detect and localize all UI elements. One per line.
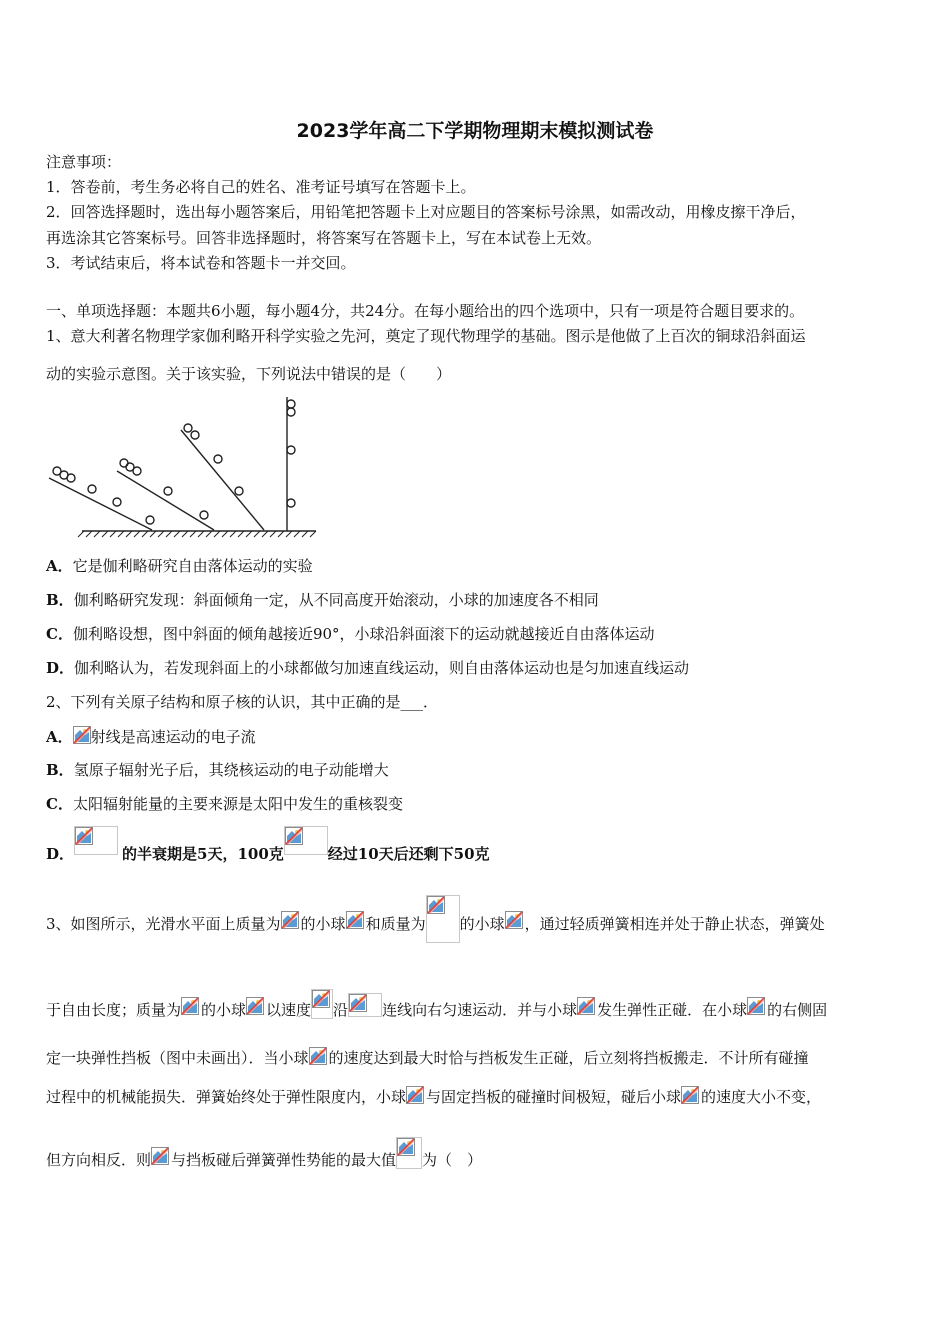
text: 为（ ） — [422, 1151, 483, 1169]
option-text: 它是伽利略研究自由落体运动的实验 — [72, 557, 313, 575]
broken-image-icon — [406, 1086, 426, 1106]
broken-image-icon — [346, 911, 366, 931]
q2-option-b[interactable] — [46, 760, 389, 780]
text: 但方向相反．则 — [46, 1151, 152, 1169]
option-label: A． — [46, 728, 73, 746]
broken-image-icon — [284, 826, 328, 855]
text: 的速度大小不变， — [701, 1088, 822, 1106]
text: 过程中的机械能损失．弹簧始终处于弹性限度内，小球 — [46, 1088, 407, 1106]
notice-item-3: 3．考试结束后，将本试卷和答题卡一并交回。 — [46, 254, 356, 272]
option-label: D． — [46, 659, 75, 677]
broken-image-icon — [151, 1147, 171, 1167]
broken-image-icon — [426, 895, 460, 943]
option-text: 的半衰期是5天，100克 — [122, 845, 284, 863]
q2-stem: 2、下列有关原子结构和原子核的认识，其中正确的是___． — [46, 693, 439, 711]
text: 定一块弹性挡板（图中未画出）．当小球 — [46, 1049, 309, 1067]
text: 与挡板碰后弹簧弹性势能的最大值 — [171, 1151, 397, 1169]
option-text: 太阳辐射能量的主要来源是太阳中发生的重核裂变 — [72, 795, 403, 813]
text: 的速度达到最大时恰与挡板发生正碰，后立刻将挡板搬走．不计所有碰撞 — [328, 1049, 809, 1067]
text: 以速度 — [266, 1001, 312, 1019]
q2-option-c[interactable] — [46, 794, 403, 814]
q3-line3 — [46, 1047, 809, 1068]
text: 连线向右匀速运动．并与小球 — [382, 1001, 578, 1019]
notice-item-2b: 再选涂其它答案标号。回答非选择题时，将答案写在答题卡上，写在本试卷上无效。 — [46, 229, 602, 247]
broken-image-icon — [74, 826, 118, 855]
text: 发生弹性正碰．在小球 — [597, 1001, 748, 1019]
q1-stem-line1: 1、意大利著名物理学家伽利略开科学实验之先河，奠定了现代物理学的基础。图示是他做了上百次的铜球沿斜面运 — [46, 327, 806, 345]
option-label: B． — [46, 591, 74, 609]
notice-item-1: 1．答卷前，考生务必将自己的姓名、准考证号填写在答题卡上。 — [46, 178, 476, 196]
option-label: B． — [46, 761, 74, 779]
option-text: 伽利略研究发现：斜面倾角一定，从不同高度开始滚动，小球的加速度各不相同 — [73, 591, 599, 609]
q3-line4 — [46, 1086, 821, 1107]
q1-option-d[interactable] — [46, 658, 689, 678]
broken-image-icon — [311, 989, 333, 1019]
broken-image-icon — [246, 997, 266, 1017]
option-text: 伽利略设想，图中斜面的倾角越接近90°，小球沿斜面滚下的运动就越接近自由落体运动 — [72, 625, 655, 643]
section-heading: 一、单项选择题：本题共6小题，每小题4分，共24分。在每小题给出的四个选项中，只有一项是符合题目要求的。 — [46, 302, 805, 320]
q3-line1 — [46, 884, 825, 943]
broken-image-icon — [73, 726, 91, 746]
q1-stem-line2: 动的实验示意图。关于该实验，下列说法中错误的是（ ） — [46, 365, 452, 383]
text: 的小球 — [300, 915, 346, 933]
option-text: 伽利略认为，若发现斜面上的小球都做匀加速直线运动，则自由落体运动也是匀加速直线运动 — [74, 659, 690, 677]
q3-line5 — [46, 1130, 482, 1170]
q1-option-b[interactable] — [46, 590, 599, 610]
option-label: C． — [46, 795, 73, 813]
text: 3、如图所示，光滑水平面上质量为 — [46, 915, 281, 933]
q1-option-c[interactable] — [46, 624, 655, 644]
option-text: 经过10天后还剩下50克 — [327, 845, 490, 863]
text: 的小球 — [459, 915, 505, 933]
q1-option-a[interactable] — [46, 556, 313, 576]
notice-heading: 注意事项： — [46, 153, 122, 171]
option-label: C． — [46, 625, 73, 643]
q2-option-d[interactable] — [46, 826, 490, 864]
q3-line2 — [46, 984, 827, 1020]
broken-image-icon — [577, 997, 597, 1017]
page-title: 2023学年高二下学期物理期末模拟测试卷 — [296, 120, 654, 142]
text: ，通过轻质弹簧相连并处于静止状态，弹簧处 — [524, 915, 825, 933]
text: 的右侧固 — [767, 1001, 828, 1019]
text: 和质量为 — [365, 915, 426, 933]
broken-image-icon — [281, 911, 301, 931]
galileo-incline-diagram — [44, 392, 319, 542]
broken-image-icon — [681, 1086, 701, 1106]
text: 的小球 — [201, 1001, 247, 1019]
q2-option-a[interactable] — [46, 726, 256, 747]
broken-image-icon — [309, 1047, 329, 1067]
option-label: D． — [46, 845, 75, 863]
broken-image-icon — [396, 1137, 422, 1169]
broken-image-icon — [348, 993, 382, 1017]
option-text: 射线是高速运动的电子流 — [90, 728, 256, 746]
notice-item-2a: 2．回答选择题时，选出每小题答案后，用铅笔把答题卡上对应题目的答案标号涂黑，如需改动，用橡皮擦干净后， — [46, 203, 806, 221]
text: 于自由长度；质量为 — [46, 1001, 182, 1019]
broken-image-icon — [181, 997, 201, 1017]
broken-image-icon — [747, 997, 767, 1017]
option-text: 氢原子辐射光子后，其绕核运动的电子动能增大 — [73, 761, 389, 779]
text: 沿 — [333, 1001, 349, 1019]
broken-image-icon — [505, 911, 525, 931]
option-label: A． — [46, 557, 73, 575]
text: 与固定挡板的碰撞时间极短，碰后小球 — [426, 1088, 682, 1106]
